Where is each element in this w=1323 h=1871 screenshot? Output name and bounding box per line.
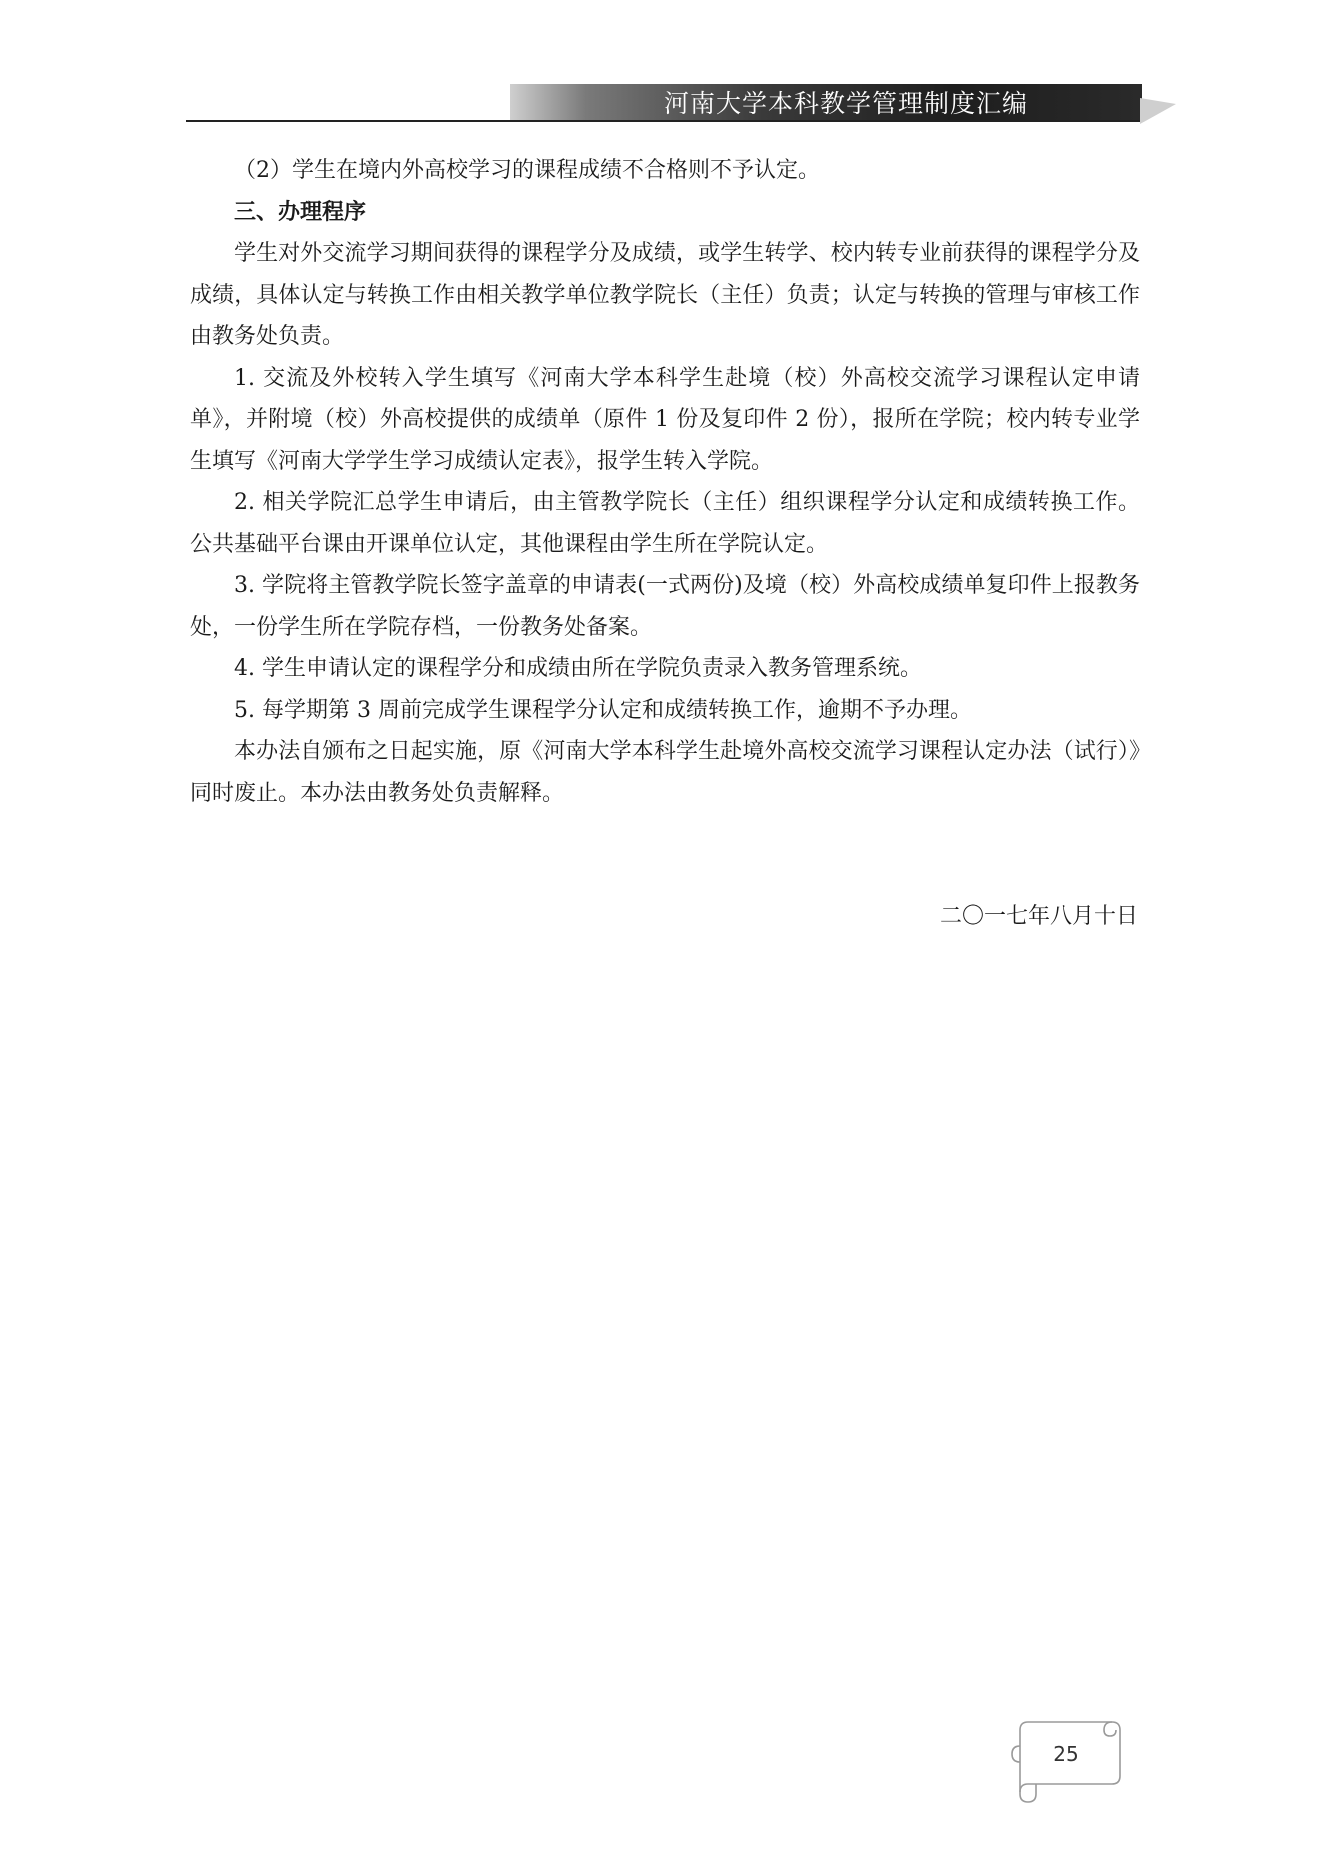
- page-number: 25: [1053, 1742, 1079, 1766]
- paragraph: 2. 相关学院汇总学生申请后，由主管教学院长（主任）组织课程学分认定和成绩转换工作。公共基础平台课由开课单位认定，其他课程由学生所在学院认定。: [190, 490, 1140, 557]
- header-rule: [186, 120, 1141, 122]
- paragraph: 4. 学生申请认定的课程学分和成绩由所在学院负责录入教务管理系统。: [234, 656, 922, 681]
- section-heading: 三、办理程序: [234, 199, 367, 225]
- document-body: [190, 150, 1140, 814]
- header-title: 河南大学本科教学管理制度汇编: [663, 89, 1028, 118]
- paragraph: 本办法自颁布之日起实施，原《河南大学本科学生赴境外高校交流学习课程认定办法（试行）》同时废止。本办法由教务处负责解释。: [190, 739, 1140, 806]
- page-number-scroll: [1000, 1716, 1130, 1806]
- paragraph: 1. 交流及外校转入学生填写《河南大学本科学生赴境（校）外高校交流学习课程认定申请单》，并附境（校）外高校提供的成绩单（原件 1 份及复印件 2 份），报所在学院；校内转专业学生填写《河南大学学生学习成绩认定表》，报学生转入学院。: [190, 365, 1140, 474]
- paragraph: 学生对外交流学习期间获得的课程学分及成绩，或学生转学、校内转专业前获得的课程学分及成绩，具体认定与转换工作由相关教学单位教学院长（主任）负责；认定与转换的管理与审核工作由教务处负责。: [190, 241, 1140, 349]
- paragraph: 3. 学院将主管教学院长签字盖章的申请表(一式两份)及境（校）外高校成绩单复印件上报教务处，一份学生所在学院存档，一份教务处备案。: [190, 573, 1140, 640]
- paragraph: （2）学生在境内外高校学习的课程成绩不合格则不予认定。: [234, 158, 820, 183]
- paragraph: 5. 每学期第 3 周前完成学生课程学分认定和成绩转换工作，逾期不予办理。: [234, 697, 972, 723]
- header-band: [510, 84, 1142, 120]
- header-fold-decoration: [1140, 98, 1180, 124]
- document-date: 二〇一七年八月十日: [939, 904, 1138, 929]
